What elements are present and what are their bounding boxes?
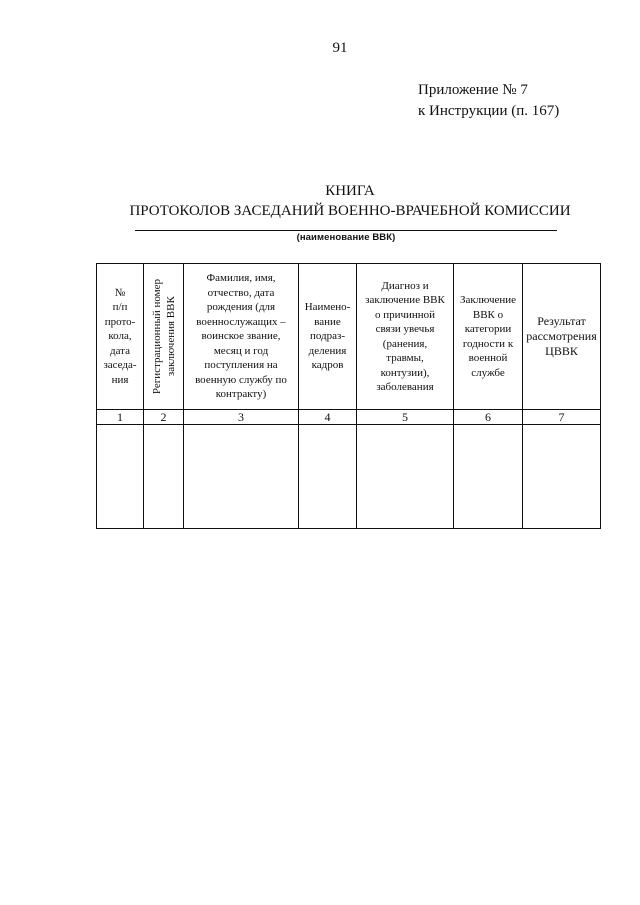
document-title	[100, 181, 600, 221]
header-cell-full-name: Фамилия, имя, отчество, дата рождения (для военнослужащих – воинское звание, месяц и год поступления на военную службу по контракту)	[184, 264, 299, 410]
column-number: 1	[97, 410, 144, 425]
table-cell	[299, 425, 357, 529]
header-cell-protocol: № п/п прото- кола, дата заседа- ния	[97, 264, 144, 410]
table-cell	[97, 425, 144, 529]
header-registration-text: Регистрационный номер заключения ВВК	[150, 278, 177, 395]
header-cell-unit: Наимено- вание подраз- деления кадров	[299, 264, 357, 410]
column-number: 5	[357, 410, 454, 425]
instruction-reference: к Инструкции (п. 167)	[418, 103, 560, 119]
column-number: 3	[184, 410, 299, 425]
table-header-row	[97, 264, 601, 410]
page-number: 91	[332, 40, 348, 56]
table-cell	[523, 425, 601, 529]
fill-in-caption: (наименование ВВК)	[296, 232, 396, 243]
column-number: 7	[523, 410, 601, 425]
table-cell	[357, 425, 454, 529]
appendix-line: Приложение № 7	[418, 82, 528, 98]
title-line-book: КНИГА	[325, 183, 375, 199]
protocol-table	[96, 263, 601, 529]
column-number: 4	[299, 410, 357, 425]
header-cell-registration	[144, 264, 184, 410]
table-cell	[184, 425, 299, 529]
column-number-row	[97, 410, 601, 425]
table-row	[97, 425, 601, 529]
header-cell-fitness: Заключение ВВК о категории годности к военной службе	[454, 264, 523, 410]
appendix-reference	[418, 80, 559, 122]
table-cell	[454, 425, 523, 529]
title-line-protocols: ПРОТОКОЛОВ ЗАСЕДАНИЙ ВОЕННО-ВРАЧЕБНОЙ КОМИССИИ	[129, 203, 571, 219]
header-cell-diagnosis: Диагноз и заключение ВВК о причинной связи увечья (ранения, травмы, контузии), заболевания	[357, 264, 454, 410]
table-cell	[144, 425, 184, 529]
fill-in-line	[135, 230, 557, 231]
header-cell-review-result: Результат рассмотрения ЦВВК	[523, 264, 601, 410]
column-number: 2	[144, 410, 184, 425]
column-number: 6	[454, 410, 523, 425]
